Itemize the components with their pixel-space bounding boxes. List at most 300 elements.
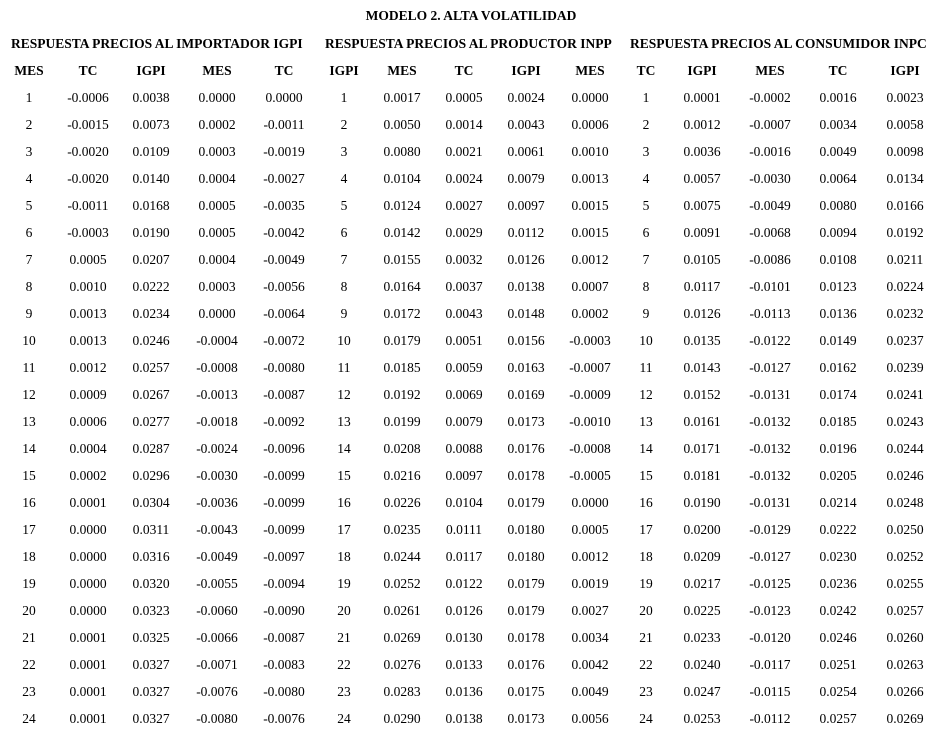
table-cell: 0.0013 (571, 171, 609, 186)
table-cell: 0.0133 (445, 657, 483, 672)
table-cell: 0.0239 (886, 360, 924, 375)
table-row (0, 522, 942, 549)
table-cell: -0.0036 (196, 495, 238, 510)
table-cell: 0.0138 (507, 279, 545, 294)
table-cell: 0.0152 (683, 387, 721, 402)
table-cell: -0.0002 (749, 90, 791, 105)
table-cell: 0.0138 (445, 711, 483, 726)
table-cell: -0.0003 (67, 225, 109, 240)
table-cell: 0.0012 (571, 252, 609, 267)
table-cell: 0.0010 (571, 144, 609, 159)
table-cell: 0.0205 (819, 468, 857, 483)
table-cell: 0.0149 (819, 333, 857, 348)
table-cell: 0.0261 (383, 603, 421, 618)
table-cell: 0.0244 (383, 549, 421, 564)
table-cell: 0.0244 (886, 441, 924, 456)
table-cell: 0.0296 (132, 468, 170, 483)
table-cell: 0.0034 (819, 117, 857, 132)
table-cell: 0.0123 (819, 279, 857, 294)
table-cell: 0.0094 (819, 225, 857, 240)
table-cell: 0.0004 (198, 252, 236, 267)
table-cell: 0.0029 (445, 225, 483, 240)
table-cell: 0.0230 (819, 549, 857, 564)
table-cell: 20 (22, 603, 36, 618)
table-cell: 13 (639, 414, 653, 429)
table-cell: 0.0080 (819, 198, 857, 213)
table-cell: 19 (639, 576, 653, 591)
table-cell: -0.0064 (263, 306, 305, 321)
table-cell: 19 (337, 576, 351, 591)
table-cell: 0.0126 (445, 603, 483, 618)
table-cell: 0.0091 (683, 225, 721, 240)
table-cell: -0.0099 (263, 522, 305, 537)
table-cell: 0.0012 (69, 360, 107, 375)
table-cell: 0.0004 (198, 171, 236, 186)
table-cell: -0.0049 (196, 549, 238, 564)
table-cell: 0.0200 (683, 522, 721, 537)
table-cell: 17 (22, 522, 36, 537)
table-cell: -0.0005 (569, 468, 611, 483)
group-heading-productor: RESPUESTA PRECIOS AL PRODUCTOR INPP (325, 36, 612, 51)
table-cell: 1 (25, 90, 33, 105)
table-cell: 0.0051 (445, 333, 483, 348)
table-cell: 23 (22, 684, 36, 699)
table-cell: 0.0327 (132, 684, 170, 699)
table-cell: -0.0120 (749, 630, 791, 645)
table-cell: 0.0327 (132, 711, 170, 726)
table-cell: 0.0032 (445, 252, 483, 267)
table-cell: -0.0086 (749, 252, 791, 267)
table-cell: 7 (642, 252, 650, 267)
table-cell: 15 (639, 468, 653, 483)
page-title: MODELO 2. ALTA VOLATILIDAD (365, 8, 577, 23)
table-cell: 0.0199 (383, 414, 421, 429)
column-header: IGPI (329, 63, 359, 78)
table-cell: -0.0020 (67, 171, 109, 186)
table-cell: 0.0056 (571, 711, 609, 726)
table-cell: 0.0001 (69, 495, 107, 510)
table-cell: 0.0034 (571, 630, 609, 645)
table-cell: -0.0083 (263, 657, 305, 672)
table-cell: 0.0017 (383, 90, 421, 105)
table-cell: 0.0134 (886, 171, 924, 186)
table-cell: 0.0148 (507, 306, 545, 321)
table-cell: 17 (337, 522, 351, 537)
table-cell: 0.0287 (132, 441, 170, 456)
table-cell: 0.0023 (886, 90, 924, 105)
table-row (0, 198, 942, 225)
table-cell: 0.0257 (132, 360, 170, 375)
table-row (0, 252, 942, 279)
table-cell: 0.0109 (132, 144, 170, 159)
table-cell: 0.0005 (571, 522, 609, 537)
table-cell: 9 (25, 306, 33, 321)
table-row (0, 441, 942, 468)
table-cell: 0.0140 (132, 171, 170, 186)
table-cell: 0.0176 (507, 441, 545, 456)
table-cell: 0.0248 (886, 495, 924, 510)
table-cell: -0.0131 (749, 387, 791, 402)
table-cell: 0.0075 (683, 198, 721, 213)
column-header: IGPI (136, 63, 166, 78)
table-cell: 0.0178 (507, 630, 545, 645)
table-cell: 0.0232 (886, 306, 924, 321)
table-cell: -0.0042 (263, 225, 305, 240)
table-cell: 7 (25, 252, 33, 267)
table-cell: -0.0004 (196, 333, 238, 348)
table-cell: 4 (25, 171, 33, 186)
table-cell: 0.0104 (445, 495, 483, 510)
table-cell: 0.0311 (132, 522, 170, 537)
table-cell: 5 (340, 198, 348, 213)
table-cell: 0.0247 (683, 684, 721, 699)
table-cell: -0.0092 (263, 414, 305, 429)
table-cell: 0.0049 (571, 684, 609, 699)
table-cell: 0.0006 (69, 414, 107, 429)
table-cell: 24 (22, 711, 36, 726)
table-cell: 15 (337, 468, 351, 483)
table-cell: 14 (639, 441, 653, 456)
table-cell: -0.0132 (749, 441, 791, 456)
table-cell: -0.0132 (749, 468, 791, 483)
table-cell: 0.0180 (507, 549, 545, 564)
table-cell: 0.0192 (886, 225, 924, 240)
table-row (0, 603, 942, 630)
table-cell: 24 (639, 711, 653, 726)
table-row (0, 90, 942, 117)
table-cell: -0.0117 (749, 657, 791, 672)
table-cell: -0.0080 (263, 360, 305, 375)
table-cell: 22 (337, 657, 351, 672)
column-header: TC (636, 63, 656, 78)
column-header: TC (828, 63, 848, 78)
table-cell: 12 (639, 387, 653, 402)
table-cell: 0.0043 (445, 306, 483, 321)
table-cell: 0.0000 (198, 306, 236, 321)
table-cell: 0.0003 (198, 279, 236, 294)
table-cell: 4 (642, 171, 650, 186)
table-cell: 0.0002 (69, 468, 107, 483)
table-cell: 16 (22, 495, 36, 510)
table-cell: 0.0000 (265, 90, 303, 105)
table-cell: 11 (639, 360, 653, 375)
table-cell: 0.0117 (445, 549, 483, 564)
table-cell: 11 (22, 360, 36, 375)
table-cell: 0.0097 (445, 468, 483, 483)
column-header: MES (387, 63, 417, 78)
table-cell: 0.0126 (507, 252, 545, 267)
table-cell: 0.0021 (445, 144, 483, 159)
table-cell: 0.0185 (383, 360, 421, 375)
table-cell: 0.0277 (132, 414, 170, 429)
column-header: MES (755, 63, 785, 78)
table-cell: 0.0181 (683, 468, 721, 483)
table-cell: 5 (25, 198, 33, 213)
table-cell: 0.0000 (198, 90, 236, 105)
table-cell: 9 (642, 306, 650, 321)
table-row (0, 630, 942, 657)
table-cell: 23 (639, 684, 653, 699)
table-cell: 4 (340, 171, 348, 186)
table-cell: 14 (22, 441, 36, 456)
table-cell: 12 (337, 387, 351, 402)
table-cell: -0.0018 (196, 414, 238, 429)
table-cell: 12 (22, 387, 36, 402)
table-cell: 0.0190 (132, 225, 170, 240)
table-cell: 8 (25, 279, 33, 294)
table-cell: 0.0097 (507, 198, 545, 213)
table-cell: 0.0276 (383, 657, 421, 672)
table-cell: -0.0101 (749, 279, 791, 294)
table-cell: 0.0246 (886, 468, 924, 483)
table-cell: 0.0105 (683, 252, 721, 267)
table-row (0, 360, 942, 387)
table-cell: -0.0049 (263, 252, 305, 267)
table-cell: 0.0001 (69, 657, 107, 672)
table-cell: 0.0016 (819, 90, 857, 105)
table-cell: 0.0012 (683, 117, 721, 132)
table-cell: -0.0030 (196, 468, 238, 483)
column-header: TC (454, 63, 474, 78)
table-cell: -0.0049 (749, 198, 791, 213)
table-cell: 18 (337, 549, 351, 564)
table-cell: 0.0216 (383, 468, 421, 483)
table-cell: 0.0002 (198, 117, 236, 132)
table-cell: 5 (642, 198, 650, 213)
table-cell: -0.0009 (569, 387, 611, 402)
table-cell: 0.0003 (198, 144, 236, 159)
table-cell: 0.0225 (683, 603, 721, 618)
table-cell: 0.0155 (383, 252, 421, 267)
table-cell: 0.0263 (886, 657, 924, 672)
table-cell: 0.0196 (819, 441, 857, 456)
table-cell: 0.0079 (507, 171, 545, 186)
table-cell: 0.0043 (507, 117, 545, 132)
table-cell: 3 (642, 144, 650, 159)
table-cell: -0.0007 (749, 117, 791, 132)
table-cell: 1 (642, 90, 650, 105)
table-cell: 18 (639, 549, 653, 564)
table-cell: -0.0072 (263, 333, 305, 348)
table-row (0, 414, 942, 441)
table-cell: 0.0257 (819, 711, 857, 726)
table-cell: 0.0005 (445, 90, 483, 105)
table-cell: 0.0000 (69, 549, 107, 564)
table-cell: 0.0000 (69, 522, 107, 537)
table-cell: 0.0242 (819, 603, 857, 618)
table-row (0, 468, 942, 495)
table-cell: 0.0122 (445, 576, 483, 591)
table-cell: -0.0068 (749, 225, 791, 240)
table-cell: 11 (337, 360, 351, 375)
table-cell: 0.0001 (69, 630, 107, 645)
table-cell: 0.0208 (383, 441, 421, 456)
table-cell: 0.0168 (132, 198, 170, 213)
table-cell: 0.0173 (507, 711, 545, 726)
table-cell: 0.0000 (69, 603, 107, 618)
table-row (0, 333, 942, 360)
table-cell: 0.0130 (445, 630, 483, 645)
table-cell: -0.0094 (263, 576, 305, 591)
table-cell: -0.0066 (196, 630, 238, 645)
group-heading-consumidor: RESPUESTA PRECIOS AL CONSUMIDOR INPC (630, 36, 927, 51)
table-cell: -0.0024 (196, 441, 238, 456)
table-row (0, 279, 942, 306)
table-cell: 0.0241 (886, 387, 924, 402)
table-cell: 0.0269 (886, 711, 924, 726)
table-cell: 21 (22, 630, 36, 645)
table-cell: 0.0185 (819, 414, 857, 429)
table-cell: 0.0251 (819, 657, 857, 672)
table-cell: 0.0050 (383, 117, 421, 132)
table-cell: 0.0079 (445, 414, 483, 429)
table-cell: 0.0164 (383, 279, 421, 294)
table-cell: 0.0002 (571, 306, 609, 321)
table-cell: -0.0127 (749, 360, 791, 375)
table-cell: 0.0173 (507, 414, 545, 429)
table-cell: 0.0304 (132, 495, 170, 510)
table-cell: 0.0260 (886, 630, 924, 645)
table-cell: 0.0217 (683, 576, 721, 591)
column-header: IGPI (687, 63, 717, 78)
table-cell: 13 (22, 414, 36, 429)
table-cell: 10 (337, 333, 351, 348)
table-cell: 0.0246 (819, 630, 857, 645)
table-cell: 0.0254 (819, 684, 857, 699)
table-cell: 0.0136 (819, 306, 857, 321)
table-cell: 0.0000 (69, 576, 107, 591)
table-cell: 0.0224 (886, 279, 924, 294)
table-cell: 3 (25, 144, 33, 159)
table-cell: 0.0015 (571, 198, 609, 213)
table-cell: 16 (337, 495, 351, 510)
table-cell: 0.0175 (507, 684, 545, 699)
table-cell: -0.0076 (263, 711, 305, 726)
table-cell: 0.0290 (383, 711, 421, 726)
table-cell: 8 (340, 279, 348, 294)
table-cell: 0.0323 (132, 603, 170, 618)
table-cell: 0.0005 (198, 198, 236, 213)
table-row (0, 117, 942, 144)
table-cell: 0.0006 (571, 117, 609, 132)
table-cell: 10 (639, 333, 653, 348)
table-cell: 0.0001 (69, 711, 107, 726)
table-cell: 18 (22, 549, 36, 564)
table-cell: 6 (642, 225, 650, 240)
table-cell: 20 (639, 603, 653, 618)
table-cell: 0.0162 (819, 360, 857, 375)
table-cell: 0.0236 (819, 576, 857, 591)
table-cell: -0.0035 (263, 198, 305, 213)
table-cell: 0.0015 (571, 225, 609, 240)
table-row (0, 144, 942, 171)
table-cell: 0.0222 (819, 522, 857, 537)
table-cell: -0.0096 (263, 441, 305, 456)
table-cell: -0.0071 (196, 657, 238, 672)
table-cell: 0.0252 (886, 549, 924, 564)
table-cell: -0.0020 (67, 144, 109, 159)
table-cell: 0.0024 (445, 171, 483, 186)
table-cell: 0.0059 (445, 360, 483, 375)
table-cell: 0.0327 (132, 657, 170, 672)
table-cell: 0.0320 (132, 576, 170, 591)
table-cell: -0.0076 (196, 684, 238, 699)
table-cell: 0.0237 (886, 333, 924, 348)
table-cell: -0.0131 (749, 495, 791, 510)
table-cell: -0.0099 (263, 495, 305, 510)
table-cell: 0.0010 (69, 279, 107, 294)
table-cell: -0.0090 (263, 603, 305, 618)
table-cell: -0.0080 (196, 711, 238, 726)
table-row (0, 684, 942, 711)
table-cell: 20 (337, 603, 351, 618)
table-cell: 0.0027 (571, 603, 609, 618)
table-row (0, 711, 942, 738)
table-cell: -0.0129 (749, 522, 791, 537)
table-cell: 22 (639, 657, 653, 672)
table-cell: -0.0132 (749, 414, 791, 429)
table-cell: 0.0178 (507, 468, 545, 483)
table-cell: 0.0117 (683, 279, 721, 294)
table-cell: -0.0007 (569, 360, 611, 375)
table-cell: 9 (340, 306, 348, 321)
table-cell: 21 (639, 630, 653, 645)
table-cell: -0.0008 (569, 441, 611, 456)
table-cell: 0.0257 (886, 603, 924, 618)
table-cell: 6 (340, 225, 348, 240)
table-cell: 0.0135 (683, 333, 721, 348)
table-cell: 2 (340, 117, 348, 132)
table-cell: 0.0108 (819, 252, 857, 267)
table-cell: 10 (22, 333, 36, 348)
table-cell: 22 (22, 657, 36, 672)
table-cell: 0.0166 (886, 198, 924, 213)
table-cell: 0.0233 (683, 630, 721, 645)
table-row (0, 171, 942, 198)
table-cell: -0.0127 (749, 549, 791, 564)
table-cell: 0.0252 (383, 576, 421, 591)
table-cell: 0.0007 (571, 279, 609, 294)
table-cell: 2 (642, 117, 650, 132)
table-cell: 0.0001 (69, 684, 107, 699)
table-cell: 0.0266 (886, 684, 924, 699)
table-cell: 8 (642, 279, 650, 294)
table-cell: 0.0161 (683, 414, 721, 429)
table-cell: 0.0136 (445, 684, 483, 699)
table-cell: 0.0005 (198, 225, 236, 240)
table-cell: 13 (337, 414, 351, 429)
table-cell: 1 (340, 90, 348, 105)
table-cell: -0.0087 (263, 630, 305, 645)
table-cell: 21 (337, 630, 351, 645)
column-header: IGPI (511, 63, 541, 78)
table-cell: 0.0000 (571, 495, 609, 510)
table-cell: 0.0171 (683, 441, 721, 456)
table-cell: 0.0243 (886, 414, 924, 429)
table-cell: 0.0049 (819, 144, 857, 159)
table-cell: 0.0179 (507, 603, 545, 618)
table-cell: 0.0112 (507, 225, 545, 240)
table-row (0, 549, 942, 576)
table-cell: 0.0013 (69, 306, 107, 321)
table-cell: 0.0019 (571, 576, 609, 591)
table-cell: 0.0180 (507, 522, 545, 537)
table-cell: 23 (337, 684, 351, 699)
table-cell: -0.0056 (263, 279, 305, 294)
table-cell: -0.0003 (569, 333, 611, 348)
table-cell: -0.0112 (749, 711, 791, 726)
table-cell: 0.0038 (132, 90, 170, 105)
